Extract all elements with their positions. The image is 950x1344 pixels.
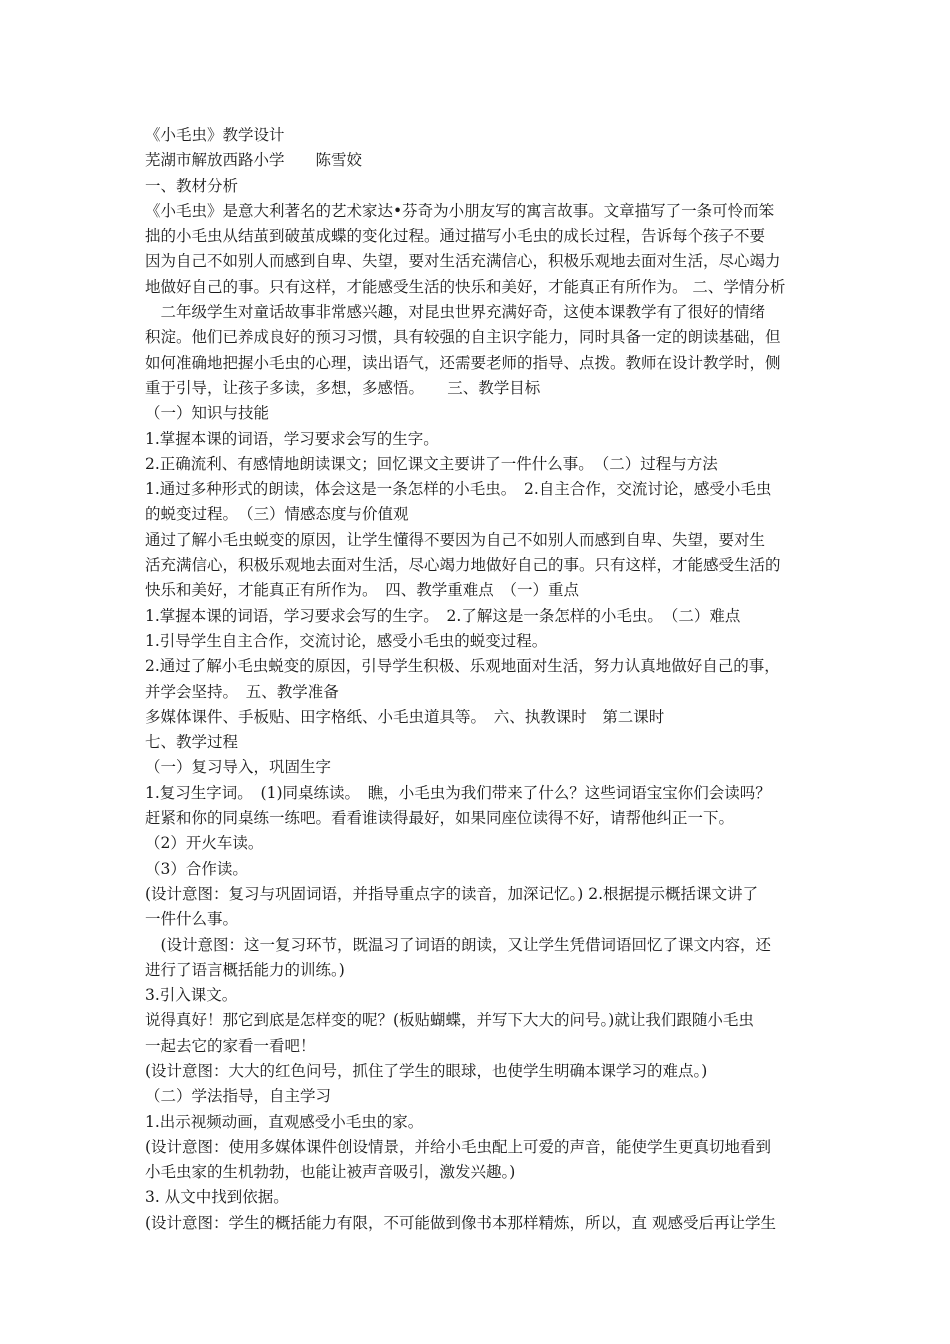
paragraph-line: 进行了语言概括能力的训练。) [145, 960, 345, 979]
list-item: 3. 从文中找到依据。 [145, 1188, 289, 1207]
doc-author: 芜湖市解放西路小学 陈雪姣 [145, 151, 363, 170]
paragraph-line: 《小毛虫》是意大利著名的艺术家达•芬奇为小朋友写的寓言故事。文章描写了一条可怜而笨 [145, 201, 775, 220]
design-note: (设计意图：使用多媒体课件创设情景，并给小毛虫配上可爱的声音，能使学生更真切地看到 [145, 1137, 772, 1156]
paragraph-line: 说得真好！那它到底是怎样变的呢？(板贴蝴蝶，并写下大大的问号。)就让我们跟随小毛虫 [145, 1011, 754, 1030]
paragraph-line: 如何准确地把握小毛虫的心理，读出语气，还需要老师的指导、点拨。教师在设计教学时，侧 [145, 353, 781, 372]
doc-title: 《小毛虫》教学设计 [145, 126, 285, 144]
subsection-heading: （二）学法指导，自主学习 [145, 1087, 332, 1106]
list-item: 1.出示视频动画，直观感受小毛虫的家。 [145, 1112, 424, 1131]
design-note: (设计意图：复习与巩固词语，并指导重点字的读音，加深记忆。) 2.根据提示概括课文讲了 [145, 884, 759, 903]
list-item: 1.掌握本课的词语，学习要求会写的生字。 [145, 429, 439, 448]
list-item: 1.引导学生自主合作，交流讨论，感受小毛虫的蜕变过程。 [145, 631, 548, 650]
list-item: 2.通过了解小毛虫蜕变的原因，引导学生积极、乐观地面对生活，努力认真地做好自己的事， [145, 657, 780, 676]
paragraph-line: 通过了解小毛虫蜕变的原因，让学生懂得不要因为自己不如别人而感到自卑、失望，要对生 [145, 530, 766, 549]
subsection-heading: （一）复习导入，巩固生字 [145, 758, 332, 777]
list-item: 3.引入课文。 [145, 986, 238, 1005]
list-item: （2）开火车读。 [145, 834, 264, 853]
section-heading: 一、教材分析 [145, 176, 239, 195]
paragraph-line: 一件什么事。 [145, 910, 239, 929]
design-note: (设计意图：这一复习环节，既温习了词语的朗读，又让学生凭借词语回忆了课文内容，还 [145, 935, 772, 954]
paragraph-line: 积淀。他们已养成良好的预习习惯，具有较强的自主识字能力，同时具备一定的朗读基础，但 [145, 328, 781, 347]
paragraph-line: 地做好自己的事。只有这样，才能感受生活的快乐和美好，才能真正有所作为。 二、学情分析 [145, 277, 786, 296]
list-item: 1.通过多种形式的朗读，体会这是一条怎样的小毛虫。 2.自主合作，交流讨论，感受小毛虫 [145, 480, 772, 499]
document-page [145, 123, 810, 1236]
design-note: (设计意图：大大的红色问号，抓住了学生的眼球，也使学生明确本课学习的难点。) [145, 1061, 708, 1080]
design-note: (设计意图：学生的概括能力有限，不可能做到像书本那样精炼，所以，直 观感受后再让学生 [145, 1213, 776, 1232]
paragraph-line: 的蜕变过程。 （三）情感态度与价值观 [145, 505, 409, 524]
subsection-heading: （一）知识与技能 [145, 404, 270, 423]
paragraph-line: 小毛虫家的生机勃勃，也能让被声音吸引，激发兴趣。) [145, 1163, 516, 1182]
paragraph-line: 多媒体课件、手板贴、田字格纸、小毛虫道具等。 六、执教课时 第二课时 [145, 707, 665, 726]
paragraph-line: 活充满信心，积极乐观地去面对生活，尽心竭力地做好自己的事。只有这样，才能感受生活的 [145, 556, 781, 575]
list-item: 1.复习生字词。 (1)同桌练读。 瞧，小毛虫为我们带来了什么？这些词语宝宝你们会读吗？ [145, 783, 771, 802]
paragraph-line: 二年级学生对童话故事非常感兴趣，对昆虫世界充满好奇，这使本课教学有了很好的情绪 [145, 303, 766, 322]
paragraph-line: 因为自己不如别人而感到自卑、失望，要对生活充满信心，积极乐观地去面对生活，尽心竭力 [145, 252, 781, 271]
paragraph-line: 赶紧和你的同桌练一练吧。看看谁读得最好，如果同座位读得不好，请帮他纠正一下。 [145, 809, 735, 828]
paragraph-line: 并学会坚持。 五、教学准备 [145, 682, 339, 701]
list-item: （3）合作读。 [145, 859, 248, 878]
paragraph-line: 拙的小毛虫从结茧到破茧成蝶的变化过程。通过描写小毛虫的成长过程，告诉每个孩子不要 [145, 227, 766, 246]
paragraph-line: 一起去它的家看一看吧！ [145, 1036, 316, 1055]
paragraph-line: 重于引导，让孩子多读，多想，多感悟。 三、教学目标 [145, 378, 541, 397]
list-item: 2.正确流利、有感情地朗读课文；回忆课文主要讲了一件什么事。 （二）过程与方法 [145, 454, 718, 473]
paragraph-line: 快乐和美好，才能真正有所作为。 四、教学重难点 （一）重点 [145, 581, 580, 600]
list-item: 1.掌握本课的词语，学习要求会写的生字。 2.了解这是一条怎样的小毛虫。 （二）难点 [145, 606, 741, 625]
section-heading: 七、教学过程 [145, 733, 239, 752]
